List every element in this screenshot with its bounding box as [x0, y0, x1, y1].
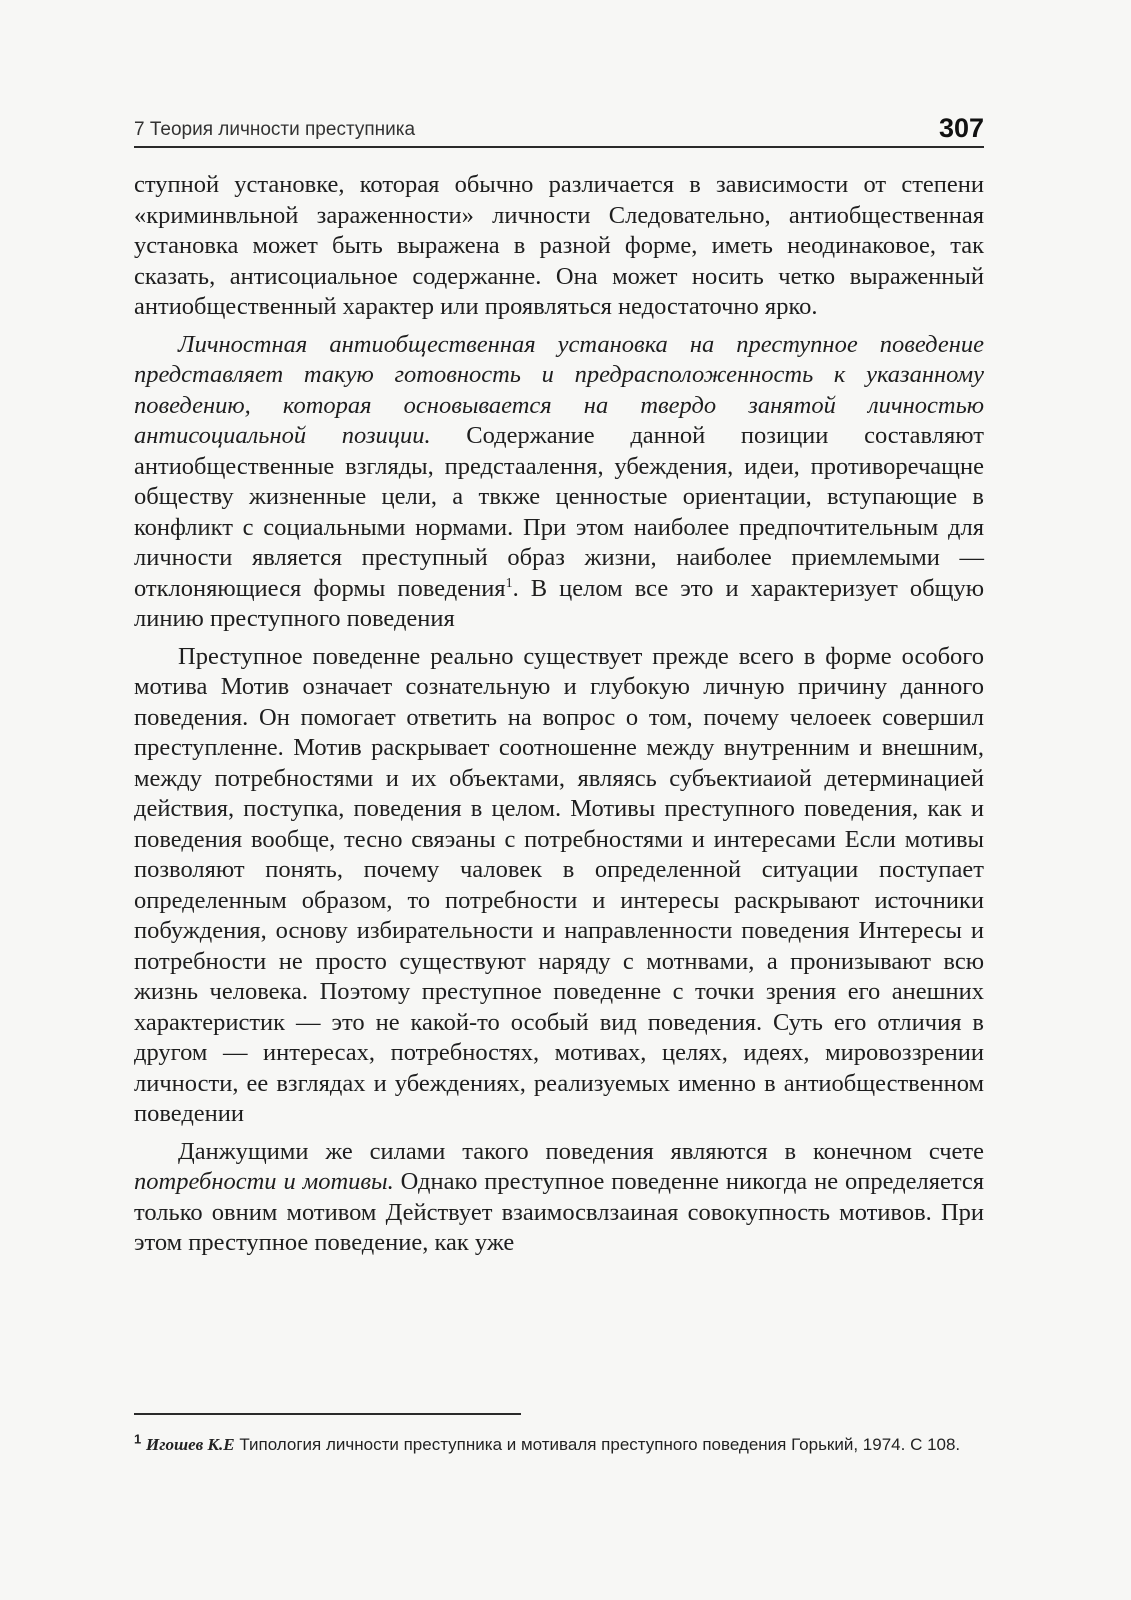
footnote-divider	[134, 1413, 521, 1415]
running-header	[134, 112, 984, 148]
footnote-text: Типология личности преступника и мотиваля преступного поведения Горький, 1974. С 108.	[234, 1435, 961, 1454]
paragraph-2	[134, 330, 984, 635]
paragraph-2-text: Содержание данной позиции составляют антиобщественные взгляды, предстаалення, убеждения, идеи, противоречащне обществу жизненные цели, а твкже ценностые ориентации, вступающие в конфликт с социальными нормами. При этом наиболее предпочтительным для личности является преступный образ жизни, наиболее приемлемыми — отклоняющиеся формы поведения	[134, 422, 984, 602]
paragraph-4-end: Однако преступное поведенне никогда не определяется только овним мотивом Действует взаимосвлзаиная совокупность мотивов. При этом преступное поведение, как уже	[134, 1168, 984, 1256]
page-number: 307	[938, 113, 984, 143]
emphasis-definition: Личностная антиобщественная установка на преступное поведение представляет такую готовность и предрасположенность к указанному поведению, которая основывается на твердо занятой личностью антисоциальной позиции.	[134, 330, 984, 449]
emphasis-needs-motives: потребности и мотивы.	[134, 1168, 394, 1195]
footnote-reference: 1	[505, 575, 513, 591]
paragraph-4	[134, 1137, 984, 1259]
body-text	[134, 170, 984, 1266]
paragraph-3: Преступное поведенне реально существует прежде всего в форме особого мотива Мотив означает сознательную и глубокую личную причину данного поведения. Он помогает ответить на вопрос о том, почему челоеек совершил преступленне. Мотив раскрывает соотношенне между внутренним и внешним, между потребностями и их объектами, являясь субъектиаиой детерминацией действия, поступка, поведения в целом. Мотивы преступного поведения, как и поведения вообще, тесно свяэаны с потребностями и интересами Если мотивы позволяют понять, почему чаловек в определенной ситуации поступает определенным образом, то потребности и интересы раскрывают источники побуждения, основу избирательности и направленности поведения Интересы и потребности не просто существуют наряду с мотнвами, а пронизывают всю жизнь человека. Поэтому преступное поведенне с точки зрения его анешних характеристик — это не какой-то особый вид поведения. Суть его отличия в другом — интересах, потребностях, мотивах, целях, идеях, мировоззрении личности, ее взглядах и убеждениях, реализуемых именно в антиобщественном поведении	[134, 642, 984, 1127]
footnote-marker: 1	[134, 1431, 142, 1447]
paragraph-4-start: Данжущими же силами такого поведения являются в конечном счете	[178, 1137, 984, 1165]
footnote-author: Игошев К.Е	[145, 1435, 235, 1454]
paragraph-1: ступной установке, которая обычно различается в зависимости от степени «криминвльной зараженности» личности Следовательно, антиобщественная установка может быть выражена в разной форме, иметь неодинаковое, так сказать, антисоциальное содержанне. Она может носить четко выраженный антиобщественный характер или проявляться недостаточно ярко.	[134, 171, 984, 320]
chapter-title: 7 Теория личности преступника	[134, 119, 416, 140]
paragraph-2-end: . В целом все это и характеризует общую линию преступного поведения	[134, 574, 984, 632]
footnote	[134, 1432, 984, 1457]
